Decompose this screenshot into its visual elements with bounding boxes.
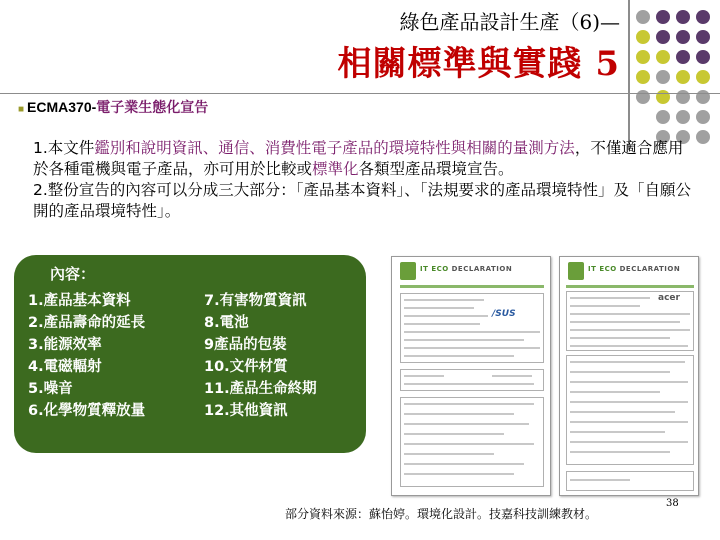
contents-box [14, 255, 366, 453]
horizontal-divider [0, 93, 720, 94]
contents-left-column [28, 290, 204, 422]
contents-item: 2.產品壽命的延長 [28, 315, 146, 331]
decorative-dot [656, 50, 670, 64]
document-line [404, 413, 514, 415]
contents-item: 8.電池 [204, 315, 249, 331]
decorative-dot [656, 10, 670, 24]
eco-leaf-icon [400, 262, 416, 280]
document-line [570, 321, 680, 323]
decorative-dot [676, 10, 690, 24]
decorative-dot [696, 10, 710, 24]
eco-declaration-document-acer [559, 256, 699, 496]
document-line [404, 403, 534, 405]
decorative-dot [696, 50, 710, 64]
document-line [404, 331, 540, 333]
decorative-dot [696, 30, 710, 44]
document-line [404, 299, 484, 301]
decorative-dot [656, 70, 670, 84]
contents-title: 內容： [50, 265, 96, 283]
decorative-dot [636, 30, 650, 44]
document-line [570, 305, 640, 307]
decorative-dot [676, 70, 690, 84]
slide-title: 相關標準與實踐 5 [337, 44, 620, 84]
document-line [404, 339, 524, 341]
contents-item: 4.電磁輻射 [28, 359, 102, 375]
decorative-dot-grid [628, 10, 718, 148]
decorative-dot [676, 50, 690, 64]
document-line [404, 453, 494, 455]
document-line [570, 297, 650, 299]
contents-item: 12.其他資訊 [204, 403, 288, 419]
contents-item: 11.產品生命終期 [204, 381, 317, 397]
document-line [404, 433, 504, 435]
contents-item: 5.噪音 [28, 381, 73, 397]
eco-leaf-icon [568, 262, 584, 280]
bullet-prefix: ECMA370- [27, 99, 97, 115]
paragraph-line-1 [33, 138, 693, 180]
document-line [570, 381, 688, 383]
document-line [570, 345, 688, 347]
contents-item: 3.能源效率 [28, 337, 102, 353]
document-line [404, 473, 514, 475]
decorative-dot [656, 110, 670, 124]
document-rule [566, 285, 694, 288]
contents-columns [28, 290, 352, 422]
document-table [566, 471, 694, 491]
para-text: 各類型產品環境宣告。 [358, 160, 514, 178]
document-line [570, 431, 665, 433]
paragraph-line-2: 2.整份宣告的內容可以分成三大部分：「產品基本資料」、「法規要求的產品環境特性」及「自願公開的產品環境特性」。 [33, 181, 692, 220]
document-line [570, 371, 670, 373]
document-line [570, 337, 670, 339]
document-line [570, 421, 688, 423]
source-citation: 部分資料來源：蘇怡婷。環境化設計。技嘉科技訓練教材。 [285, 507, 598, 521]
document-line [404, 355, 514, 357]
slide-subtitle: 綠色產品設計生產（6)— [399, 10, 620, 34]
document-line [570, 451, 670, 453]
contents-item: 6.化學物質釋放量 [28, 403, 146, 419]
document-line [404, 423, 529, 425]
document-line [404, 375, 444, 377]
asus-logo: /SUS [492, 309, 516, 319]
document-line [404, 323, 480, 325]
acer-logo: acer [658, 293, 680, 303]
document-line [570, 329, 690, 331]
decorative-dot [636, 70, 650, 84]
document-line [404, 463, 524, 465]
page-number: 38 [666, 498, 679, 509]
document-line [404, 347, 540, 349]
document-line [570, 401, 688, 403]
decorative-dot [696, 130, 710, 144]
document-line [570, 313, 690, 315]
document-line [404, 383, 534, 385]
document-rule [400, 285, 544, 288]
document-line [404, 443, 534, 445]
document-line [492, 375, 532, 377]
document-line [570, 391, 660, 393]
para-highlight: 鑑別和說明資訊、通信、消費性電子產品的環境特性與相關的量測方法 [94, 139, 575, 157]
document-line [570, 411, 675, 413]
contents-item: 10.文件材質 [204, 359, 288, 375]
decorative-dot [696, 70, 710, 84]
document-line [570, 441, 688, 443]
document-line [570, 361, 685, 363]
document-table [400, 369, 544, 391]
document-brand: IT ECO DECLARATION [420, 265, 513, 273]
bullet-heading [18, 97, 208, 117]
document-table [400, 293, 544, 363]
para-text: ，不僅適合應用於各種電機與電子產品，亦可用於比較或 [33, 139, 684, 178]
decorative-dot [656, 30, 670, 44]
body-paragraph [33, 138, 693, 222]
decorative-dot [636, 10, 650, 24]
contents-item: 9產品的包裝 [204, 337, 287, 353]
square-bullet-icon: ■ [18, 104, 25, 115]
decorative-dot [696, 110, 710, 124]
vertical-divider [628, 0, 630, 150]
decorative-dot [676, 110, 690, 124]
document-line [404, 315, 488, 317]
decorative-dot [636, 50, 650, 64]
eco-declaration-document-asus [391, 256, 551, 496]
contents-right-column [204, 290, 352, 422]
contents-item: 1.產品基本資料 [28, 293, 131, 309]
document-line [570, 479, 630, 481]
bullet-highlight: 電子業生態化宣告 [96, 99, 209, 115]
document-line [404, 307, 474, 309]
document-brand: IT ECO DECLARATION [588, 265, 681, 273]
decorative-dot [676, 30, 690, 44]
contents-item: 7.有害物質資訊 [204, 293, 307, 309]
para-highlight: 標準化 [312, 160, 359, 178]
para-text: 1.本文件 [33, 139, 95, 157]
